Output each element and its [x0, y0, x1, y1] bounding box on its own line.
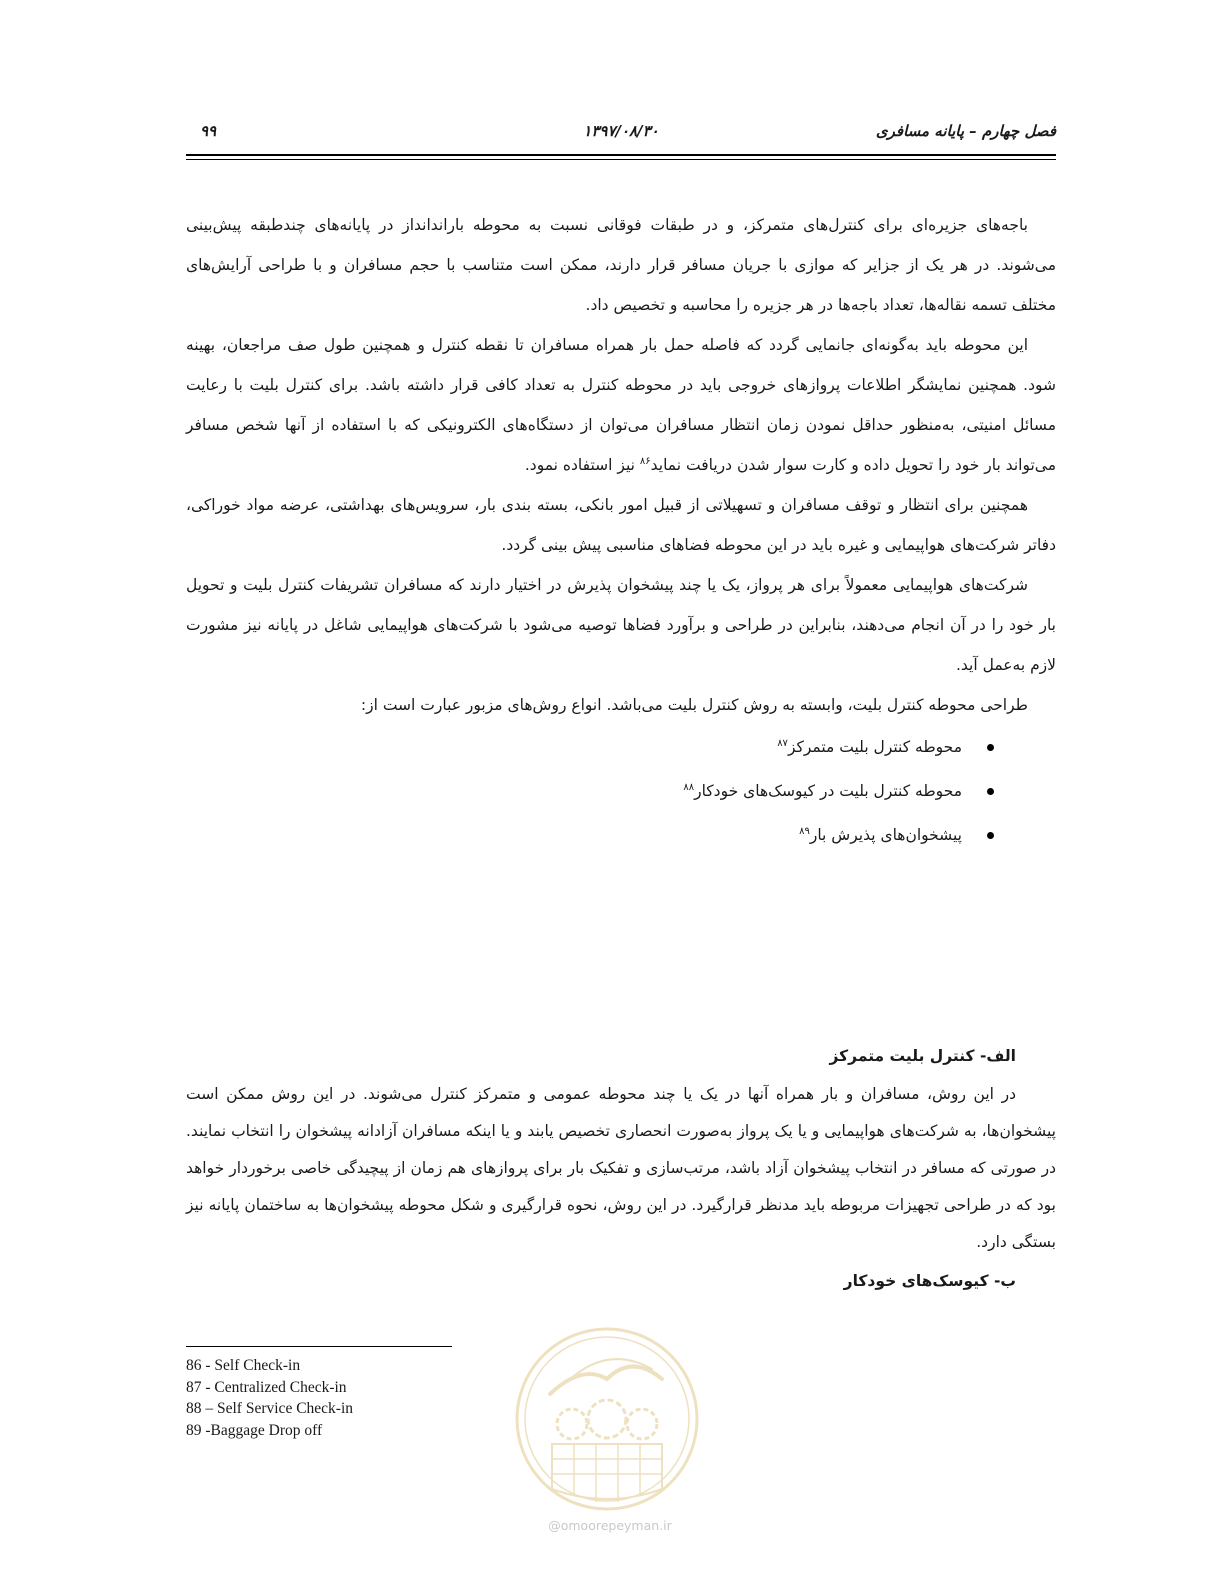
footnote-ref: ۸۶: [639, 455, 651, 467]
paragraph: طراحی محوطه کنترل بلیت، وابسته به روش کنترل بلیت می‌باشد. انواع روش‌های مزبور عبارت است از:: [360, 696, 1028, 714]
footnote: 88 – Self Service Check-in: [186, 1400, 354, 1417]
section-centralized: [186, 1036, 1056, 1301]
paragraph: شرکت‌های هواپیمایی معمولاً برای هر پرواز، یک یا چند پیشخوان پذیرش در اختیار دارند که مسافران تشریفات کنترل بلیت و تحویل بار خود را در آن انجام می‌دهند، بنابراین در طراحی و برآورد فضاها توصیه می‌شود با شرکت‌های هواپیمایی شاغل در پایانه نیز مشورت لازم به‌عمل آید.: [186, 576, 1056, 674]
header-rule-thin: [186, 159, 1056, 160]
list-item-text: محوطه کنترل بلیت متمرکز: [787, 738, 962, 756]
bullet-icon: [987, 744, 994, 751]
paragraph: [186, 325, 1056, 485]
footnote-ref: ۸۸: [683, 781, 695, 793]
header-date: ۱۳۹۷/۰۸/۳۰: [583, 122, 659, 140]
header-rule-thick: [186, 154, 1056, 156]
section-heading: الف- کنترل بلیت متمرکز: [829, 1047, 1016, 1065]
bullet-list: [186, 725, 1056, 857]
section-heading: ب- کیوسک‌های خودکار: [843, 1272, 1016, 1290]
footnote: 89 -Baggage Drop off: [186, 1421, 323, 1439]
footnotes: [186, 1355, 486, 1441]
footnote: 86 - Self Check-in: [186, 1357, 301, 1374]
list-item: [186, 769, 1056, 813]
page-number: ۹۹: [200, 122, 217, 140]
watermark-logo: [512, 1324, 702, 1514]
watermark-website: @omoorepeyman.ir: [548, 1518, 672, 1533]
list-item: [186, 725, 1056, 769]
bullet-icon: [987, 832, 994, 839]
list-item-text: محوطه کنترل بلیت در کیوسک‌های خودکار: [694, 782, 962, 800]
chapter-title: فصل چهارم – پایانه مسافری: [875, 122, 1056, 140]
paragraph: در این روش، مسافران و بار همراه آنها در یک یا چند محوطه عمومی و متمرکز کنترل می‌شوند. در این روش ممکن است پیشخوان‌ها، به شرکت‌های هواپیمایی و یا یک پرواز به‌صورت انحصاری تخصیص یابند و یا اینکه مسافران آزادانه پیشخوان را انتخاب نمایند. در صورتی که مسافر در انتخاب پیشخوان آزاد باشد، مرتب‌سازی و تفکیک بار برای پروازهای هم زمان از پیچیدگی خاصی برخوردار خواهد بود که در طراحی تجهیزات مربوطه باید مدنظر قرارگیرد. در این روش، نحوه قرارگیری و شکل محوطه پیشخوان‌ها به ساختمان پایانه نیز بستگی دارد.: [186, 1085, 1056, 1251]
paragraph: باجه‌های جزیره‌ای برای کنترل‌های متمرکز، و در طبقات فوقانی نسبت به محوطه باراندانداز در پایانه‌های چندطبقه پیش‌بینی می‌شوند. در هر یک از جزایر که موازی با جریان مسافر قرار دارند، ممکن است متناسب با حجم مسافران و با طراحی آرایش‌های مختلف تسمه نقاله‌ها، تعداد باجه‌ها در هر جزیره را محاسبه و تخصیص داد.: [186, 216, 1056, 314]
bullet-icon: [987, 788, 994, 795]
list-item-text: پیشخوان‌های پذیرش بار: [809, 826, 962, 844]
list-item: [186, 813, 1056, 857]
footnote-ref: ۸۹: [799, 825, 810, 837]
paragraph: همچنین برای انتظار و توقف مسافران و تسهیلاتی از قبیل امور بانکی، بسته بندی بار، سرویس‌های بهداشتی، عرضه مواد خوراکی، دفاتر شرکت‌های هواپیمایی و غیره باید در این محوطه فضاهای مناسبی پیش بینی گردد.: [186, 496, 1056, 554]
page-header: [186, 118, 1056, 148]
footnote: 87 - Centralized Check-in: [186, 1378, 347, 1396]
paragraph-text: نیز استفاده نمود.: [524, 456, 640, 474]
main-text: [186, 205, 1056, 857]
footnote-ref: ۸۷: [777, 737, 788, 749]
footnote-separator: [186, 1346, 452, 1347]
paragraph-text: این محوطه باید به‌گونه‌ای جانمایی گردد که فاصله حمل بار همراه مسافران تا نقطه کنترل و همچنین طول صف مراجعان، بهینه شود. همچنین نمایشگر اطلاعات پروازهای خروجی باید در محوطه کنترل به تعداد کافی قرار داشته باشد. برای کنترل بلیت با رعایت مسائل امنیتی، به‌منظور حداقل نمودن زمان انتظار مسافران می‌توان از دستگاه‌های الکترونیکی که با استفاده از آنها شخص مسافر می‌تواند بار خود را تحویل داده و کارت سوار شدن دریافت نماید: [186, 336, 1056, 474]
